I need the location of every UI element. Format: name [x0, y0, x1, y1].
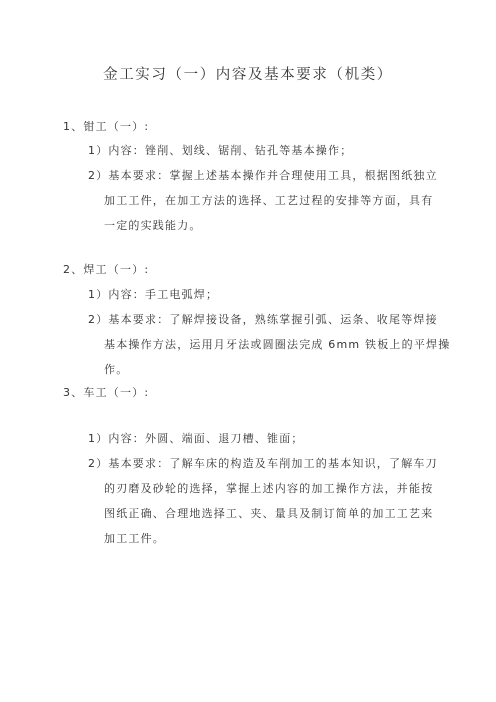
lathe-requirement-line: 加工工件。: [104, 532, 165, 545]
section-heading-lathe: 3、车工（一）:: [63, 386, 150, 399]
document-title: 金工实习（一）内容及基本要求（机类）: [103, 67, 393, 83]
section-heading-welder: 2、焊工（一）:: [63, 263, 150, 276]
welder-content-line: 1）内容：手工电弧焊；: [88, 288, 219, 301]
lathe-requirement-line: 2）基本要求：了解车床的构造及车削加工的基本知识，了解车刀: [88, 457, 438, 470]
welder-requirement-line: 基本操作方法，运用月牙法或圆圈法完成 6mm 铁板上的平焊操: [104, 338, 451, 351]
lathe-requirement-line: 图纸正确、合理地选择工、夹、量具及制订简单的加工工艺来: [104, 507, 434, 520]
fitter-requirement-line: 2）基本要求：掌握上述基本操作并合理使用工具，根据图纸独立: [88, 169, 438, 182]
fitter-requirement-line: 加工工件，在加工方法的选择、工艺过程的安排等方面，具有: [104, 194, 434, 207]
fitter-content-line: 1）内容：锉削、划线、锯削、钻孔等基本操作；: [88, 144, 353, 157]
lathe-content-line: 1）内容：外圆、端面、退刀槽、锥面；: [88, 432, 304, 445]
welder-requirement-line: 2）基本要求：了解焊接设备，熟练掌握引弧、运条、收尾等焊接: [88, 313, 438, 326]
section-heading-fitter: 1、钳工（一）:: [63, 120, 150, 133]
welder-requirement-line: 作。: [104, 363, 129, 376]
lathe-requirement-line: 的刃磨及砂轮的选择，掌握上述内容的加工操作方法，并能按: [104, 482, 434, 495]
fitter-requirement-line: 一定的实践能力。: [104, 219, 202, 232]
